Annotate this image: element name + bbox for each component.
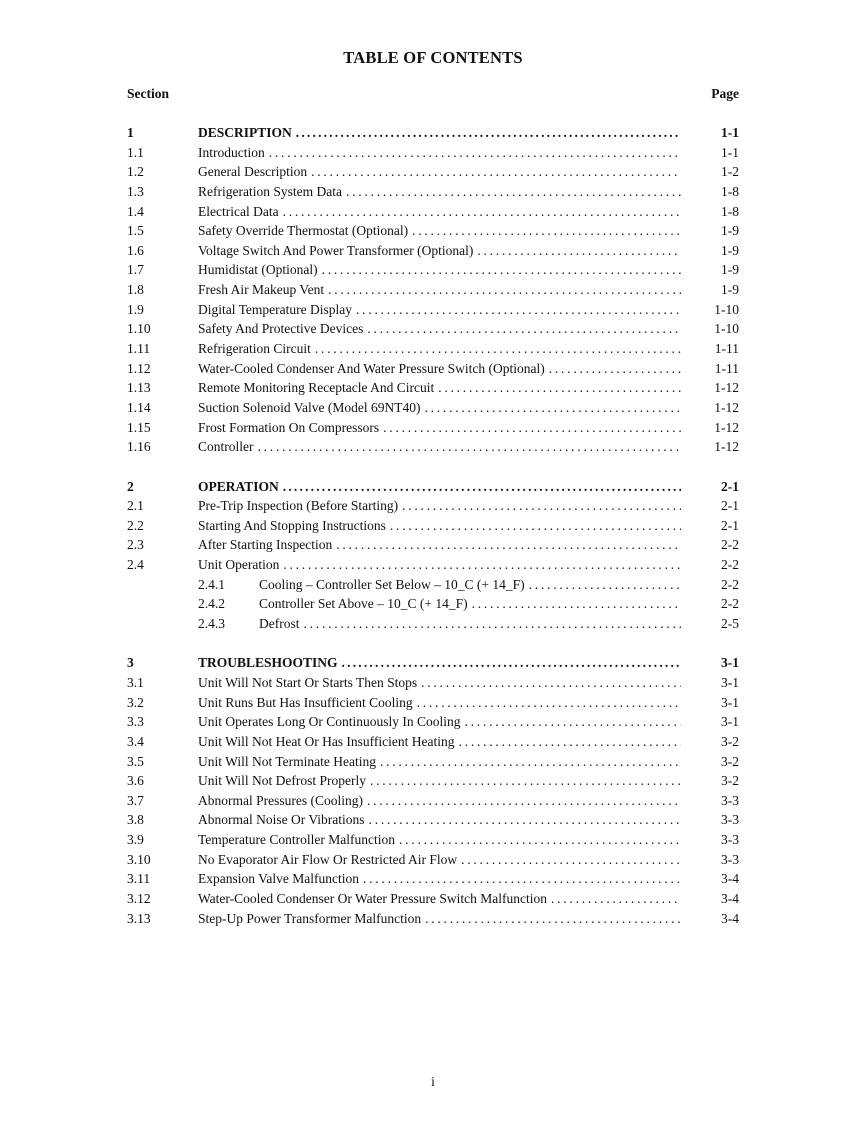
toc-entry[interactable] [127, 555, 739, 575]
entry-page: 1-12 [714, 399, 739, 415]
toc-chapter-description[interactable] [127, 123, 739, 143]
chapter-title: TROUBLESHOOTING [198, 653, 342, 673]
entry-number: 3.1 [127, 674, 144, 690]
entry-page: 3-3 [721, 851, 739, 867]
dot-leader [424, 398, 681, 418]
entry-title: Temperature Controller Malfunction [198, 830, 399, 850]
entry-page: 2-1 [721, 517, 739, 533]
chapter-page: 1-1 [721, 125, 739, 140]
subentry-title: Cooling – Controller Set Below – 10_C (+ 14_F) [259, 575, 529, 595]
dot-leader [342, 653, 681, 673]
toc-entry[interactable] [127, 182, 739, 202]
toc-entry[interactable] [127, 418, 739, 438]
entry-page: 1-11 [714, 341, 739, 357]
toc-entry[interactable] [127, 535, 739, 555]
entry-page: 3-1 [721, 674, 739, 690]
entry-title: Frost Formation On Compressors [198, 418, 383, 438]
entry-number: 1.2 [127, 164, 144, 180]
dot-leader [438, 378, 681, 398]
toc-subentry[interactable] [127, 575, 739, 595]
toc-entry[interactable] [127, 791, 739, 811]
entry-title: Humidistat (Optional) [198, 260, 322, 280]
entry-page: 1-2 [721, 164, 739, 180]
entry-page: 3-1 [721, 694, 739, 710]
entry-page: 3-1 [721, 714, 739, 730]
chapter-page: 3-1 [721, 655, 739, 671]
entry-page: 1-10 [714, 301, 739, 317]
entry-page: 3-3 [721, 812, 739, 828]
dot-leader [425, 909, 681, 929]
toc-entry[interactable] [127, 300, 739, 320]
entry-title: Unit Operates Long Or Continuously In Cooling [198, 712, 464, 732]
subentry-number: 2.4.2 [198, 596, 225, 612]
entry-number: 1.14 [127, 399, 151, 415]
subentry-title: Controller Set Above – 10_C (+ 14_F) [259, 594, 472, 614]
entry-title: Fresh Air Makeup Vent [198, 280, 328, 300]
entry-title: Unit Will Not Defrost Properly [198, 771, 370, 791]
dot-leader [356, 300, 681, 320]
entry-page: 1-9 [721, 223, 739, 239]
chapter-title: OPERATION [198, 477, 283, 497]
entry-title: Safety Override Thermostat (Optional) [198, 221, 412, 241]
entry-title: Expansion Valve Malfunction [198, 869, 363, 889]
entry-number: 2.2 [127, 517, 144, 533]
page-number: i [431, 1074, 435, 1089]
entry-page: 1-9 [721, 262, 739, 278]
entry-page: 2-1 [721, 498, 739, 514]
toc-entry[interactable] [127, 359, 739, 379]
entry-number: 1.6 [127, 242, 144, 258]
toc-subentry[interactable] [127, 594, 739, 614]
entry-page: 1-12 [714, 439, 739, 455]
toc-chapter-troubleshooting[interactable] [127, 653, 739, 673]
dot-leader [346, 182, 681, 202]
entry-number: 1.13 [127, 380, 151, 396]
toc-entry[interactable] [127, 869, 739, 889]
entry-number: 1.5 [127, 223, 144, 239]
dot-leader [549, 359, 681, 379]
entry-title: Water-Cooled Condenser Or Water Pressure Switch Malfunction [198, 889, 551, 909]
chapter-number: 3 [127, 655, 134, 671]
entry-title: Digital Temperature Display [198, 300, 356, 320]
entry-page: 1-9 [721, 282, 739, 298]
entry-title: Electrical Data [198, 202, 283, 222]
dot-leader [472, 594, 681, 614]
toc-entry[interactable] [127, 673, 739, 693]
entry-number: 3.6 [127, 773, 144, 789]
entry-number: 3.8 [127, 812, 144, 828]
dot-leader [551, 889, 681, 909]
dot-leader [417, 693, 681, 713]
entry-page: 2-2 [721, 557, 739, 573]
entry-title: Abnormal Pressures (Cooling) [198, 791, 367, 811]
toc-entry[interactable] [127, 162, 739, 182]
entry-title: Pre-Trip Inspection (Before Starting) [198, 496, 402, 516]
toc-entry[interactable] [127, 516, 739, 536]
entry-title: Unit Will Not Heat Or Has Insufficient Heating [198, 732, 459, 752]
dot-leader [296, 123, 681, 143]
entry-title: After Starting Inspection [198, 535, 336, 555]
dot-leader [304, 614, 682, 634]
dot-leader [283, 477, 681, 497]
dot-leader [315, 339, 681, 359]
subentry-page: 2-2 [721, 576, 739, 592]
dot-leader [369, 810, 681, 830]
entry-number: 3.5 [127, 753, 144, 769]
toc-entry[interactable] [127, 339, 739, 359]
dot-leader [390, 516, 681, 536]
toc-entry[interactable] [127, 280, 739, 300]
entry-title: Voltage Switch And Power Transformer (Optional) [198, 241, 477, 261]
toc-entry[interactable] [127, 752, 739, 772]
toc-entry[interactable] [127, 319, 739, 339]
entry-page: 3-3 [721, 792, 739, 808]
entry-page: 1-10 [714, 321, 739, 337]
entry-number: 2.1 [127, 498, 144, 514]
entry-number: 1.10 [127, 321, 151, 337]
toc-entry[interactable] [127, 260, 739, 280]
dot-leader [383, 418, 681, 438]
entry-page: 3-3 [721, 832, 739, 848]
entry-title: Remote Monitoring Receptacle And Circuit [198, 378, 438, 398]
entry-title: No Evaporator Air Flow Or Restricted Air Flow [198, 850, 461, 870]
entry-number: 1.15 [127, 419, 151, 435]
toc-entry[interactable] [127, 496, 739, 516]
dot-leader [412, 221, 681, 241]
dot-leader [322, 260, 681, 280]
toc-entry[interactable] [127, 143, 739, 163]
subentry-number: 2.4.3 [198, 616, 225, 632]
spacer [127, 634, 739, 654]
entry-title: Refrigeration Circuit [198, 339, 315, 359]
dot-leader [402, 496, 681, 516]
entry-number: 3.11 [127, 871, 151, 887]
subentry-page: 2-2 [721, 596, 739, 612]
toc-entry[interactable] [127, 889, 739, 909]
entry-title: Suction Solenoid Valve (Model 69NT40) [198, 398, 424, 418]
entry-page: 1-8 [721, 203, 739, 219]
entry-number: 3.2 [127, 694, 144, 710]
dot-leader [461, 850, 681, 870]
section-column-header: Section [127, 86, 169, 101]
toc-entry[interactable] [127, 221, 739, 241]
entry-number: 3.4 [127, 733, 144, 749]
entry-page: 2-2 [721, 537, 739, 553]
chapter-number: 1 [127, 125, 134, 140]
chapter-number: 2 [127, 478, 134, 494]
entry-page: 1-9 [721, 242, 739, 258]
entry-number: 3.10 [127, 851, 151, 867]
entry-number: 1.1 [127, 144, 144, 160]
entry-page: 3-2 [721, 733, 739, 749]
entry-page: 3-4 [721, 910, 739, 926]
entry-title: Unit Will Not Start Or Starts Then Stops [198, 673, 421, 693]
dot-leader [477, 241, 681, 261]
toc-entry[interactable] [127, 909, 739, 929]
toc-entry[interactable] [127, 830, 739, 850]
entry-number: 1.12 [127, 360, 151, 376]
entry-page: 1-8 [721, 183, 739, 199]
toc-entry[interactable] [127, 398, 739, 418]
dot-leader [269, 143, 681, 163]
toc-entry[interactable] [127, 771, 739, 791]
dot-leader [283, 555, 681, 575]
dot-leader [311, 162, 681, 182]
entry-title: Unit Operation [198, 555, 283, 575]
entry-title: Controller [198, 437, 258, 457]
toc-entry[interactable] [127, 732, 739, 752]
dot-leader [367, 791, 681, 811]
entry-title: Refrigeration System Data [198, 182, 346, 202]
entry-number: 1.16 [127, 439, 151, 455]
dot-leader [464, 712, 681, 732]
entry-title: Introduction [198, 143, 269, 163]
spacer [127, 457, 739, 477]
dot-leader [459, 732, 681, 752]
entry-number: 1.4 [127, 203, 144, 219]
subentry-number: 2.4.1 [198, 576, 225, 592]
toc-entry[interactable] [127, 712, 739, 732]
toc-entry[interactable] [127, 241, 739, 261]
entry-page: 1-1 [721, 144, 739, 160]
entry-number: 1.8 [127, 282, 144, 298]
dot-leader [421, 673, 681, 693]
entry-title: General Description [198, 162, 311, 182]
dot-leader [367, 319, 681, 339]
dot-leader [328, 280, 681, 300]
entry-title: Starting And Stopping Instructions [198, 516, 390, 536]
subentry-page: 2-5 [721, 616, 739, 632]
entry-page: 3-4 [721, 890, 739, 906]
entry-number: 2.4 [127, 557, 144, 573]
chapter-title: DESCRIPTION [198, 123, 296, 143]
dot-leader [399, 830, 681, 850]
dot-leader [283, 202, 681, 222]
dot-leader [258, 437, 682, 457]
entry-number: 3.7 [127, 792, 144, 808]
toc-subentry[interactable] [127, 614, 739, 634]
entry-number: 1.9 [127, 301, 144, 317]
toc-entry[interactable] [127, 437, 739, 457]
entry-title: Water-Cooled Condenser And Water Pressure Switch (Optional) [198, 359, 549, 379]
toc-entry[interactable] [127, 378, 739, 398]
dot-leader [336, 535, 681, 555]
entry-number: 3.13 [127, 910, 151, 926]
entry-title: Unit Will Not Terminate Heating [198, 752, 380, 772]
entry-page: 3-4 [721, 871, 739, 887]
page-title: TABLE OF CONTENTS [343, 48, 523, 67]
table-of-contents [127, 123, 739, 928]
entry-page: 1-12 [714, 419, 739, 435]
entry-number: 3.12 [127, 890, 151, 906]
subentry-title: Defrost [259, 614, 304, 634]
entry-number: 1.11 [127, 341, 151, 357]
dot-leader [380, 752, 681, 772]
entry-title: Abnormal Noise Or Vibrations [198, 810, 369, 830]
entry-number: 1.3 [127, 183, 144, 199]
entry-number: 1.7 [127, 262, 144, 278]
toc-entry[interactable] [127, 850, 739, 870]
entry-page: 3-2 [721, 773, 739, 789]
entry-page: 1-12 [714, 380, 739, 396]
entry-title: Unit Runs But Has Insufficient Cooling [198, 693, 417, 713]
toc-entry[interactable] [127, 810, 739, 830]
dot-leader [529, 575, 681, 595]
entry-number: 3.9 [127, 832, 144, 848]
toc-entry[interactable] [127, 693, 739, 713]
chapter-page: 2-1 [721, 478, 739, 494]
entry-title: Step-Up Power Transformer Malfunction [198, 909, 425, 929]
toc-entry[interactable] [127, 202, 739, 222]
entry-number: 3.3 [127, 714, 144, 730]
entry-title: Safety And Protective Devices [198, 319, 367, 339]
page-column-header: Page [711, 86, 739, 101]
entry-page: 1-11 [714, 360, 739, 376]
entry-number: 2.3 [127, 537, 144, 553]
dot-leader [363, 869, 681, 889]
entry-page: 3-2 [721, 753, 739, 769]
dot-leader [370, 771, 681, 791]
toc-chapter-operation[interactable] [127, 477, 739, 497]
